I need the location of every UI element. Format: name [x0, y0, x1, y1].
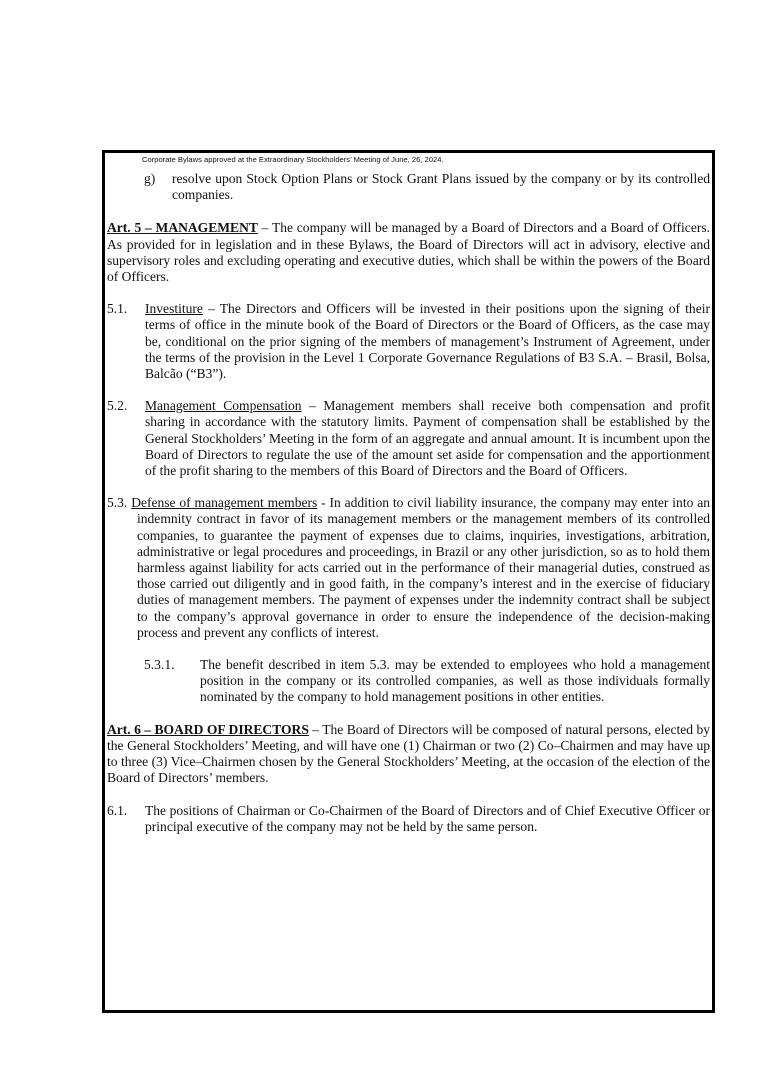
clause-number: 6.1. — [107, 802, 128, 818]
clause-number: 5.2. — [107, 398, 128, 414]
clause-number: 5.3.1. — [144, 657, 175, 673]
clause-5-1 — [107, 301, 710, 382]
article-5 — [107, 220, 710, 285]
clause-heading: Investiture — [145, 301, 203, 317]
clause-5-3 — [107, 495, 710, 641]
clause-text: - In addition to civil liability insurance, the company may enter into an indemnity contract in favor of its management members or the management members of its controlled companies, to guarantee the payment of expenses due to claims, inquiries, investigations, arbitration, administrative or legal procedures and proceedings, in Brazil or any other jurisdiction, so as to hold them harmless against liability for acts carried out in the performance of their managerial duties, construed as those carried out diligently and in good faith, in the company’s interest and in the exercise of fiduciary duties of management members. The payment of expenses under the indemnity contract shall be subject to the company’s approval governance in order to ensure the independence of the decision-making process and prevent any conflicts of interest. — [137, 495, 710, 640]
article-5-text: – The company will be managed by a Board of Directors and a Board of Officers. As provided for in legislation and in these Bylaws, the Board of Directors will act in advisory, elective and supervisory roles and excluding operating and executive duties, which shall be within the powers of the Board of Officers. — [107, 220, 710, 285]
clause-text: – Management members shall receive both compensation and profit sharing in accordance with the statutory limits. Payment of compensation shall be established by the General Stockholders’ Meeting in the form of an aggregate and annual amount. It is incumbent upon the Board of Directors to regulate the use of the amount set aside for compensation and the apportionment of the profit sharing to the members of this Board of Directors and the Board of Officers. — [145, 398, 711, 479]
article-6 — [107, 722, 710, 787]
clause-text: The positions of Chairman or Co-Chairmen of the Board of Directors and of Chief Executive Officer or principal executive of the company may not be held by the same person. — [145, 802, 710, 834]
clause-body — [145, 301, 710, 382]
clause-number: 5.1. — [107, 301, 128, 317]
document-body — [107, 155, 710, 851]
clause-text: The benefit described in item 5.3. may be extended to employees who hold a management position in the company or its controlled companies, as well as those individuals formally nominated by the company to hold management positions in other entities. — [200, 657, 710, 705]
clause-5-2 — [107, 398, 710, 479]
header-note: Corporate Bylaws approved at the Extraordinary Stockholders’ Meeting of June, 26, 2024. — [142, 155, 444, 164]
clause-number: 5.3. — [107, 495, 128, 511]
item-text: resolve upon Stock Option Plans or Stock Grant Plans issued by the company or by its controlled companies. — [172, 171, 710, 203]
clause-5-3-1 — [144, 657, 710, 706]
article-5-title: Art. 5 – MANAGEMENT — [107, 220, 258, 236]
clause-heading: Defense of management members — [131, 495, 318, 511]
list-item-g — [144, 171, 710, 203]
clause-text: – The Directors and Officers will be invested in their positions upon the signing of their terms of office in the minute book of the Board of Directors or the Board of Officers, as the case may be, conditional on the prior signing of the members of management’s Instrument of Agreement, under the terms of the provision in the Level 1 Corporate Governance Regulations of B3 S.A. – Brasil, Bolsa, Balcão (“B3”). — [145, 301, 710, 382]
clause-heading: Management Compensation — [145, 398, 302, 414]
article-6-title: Art. 6 – BOARD OF DIRECTORS — [107, 721, 309, 737]
clause-6-1 — [107, 803, 710, 835]
clause-body — [145, 398, 710, 479]
article-6-text: – The Board of Directors will be composed of natural persons, elected by the General Stockholders’ Meeting, and will have one (1) Chairman or two (2) Co–Chairmen and may have up to three (3) Vice–Chairmen chosen by the General Stockholders’ Meeting, at the occasion of the election of the Board of Directors’ members. — [107, 721, 710, 786]
item-label: g) — [144, 171, 156, 186]
